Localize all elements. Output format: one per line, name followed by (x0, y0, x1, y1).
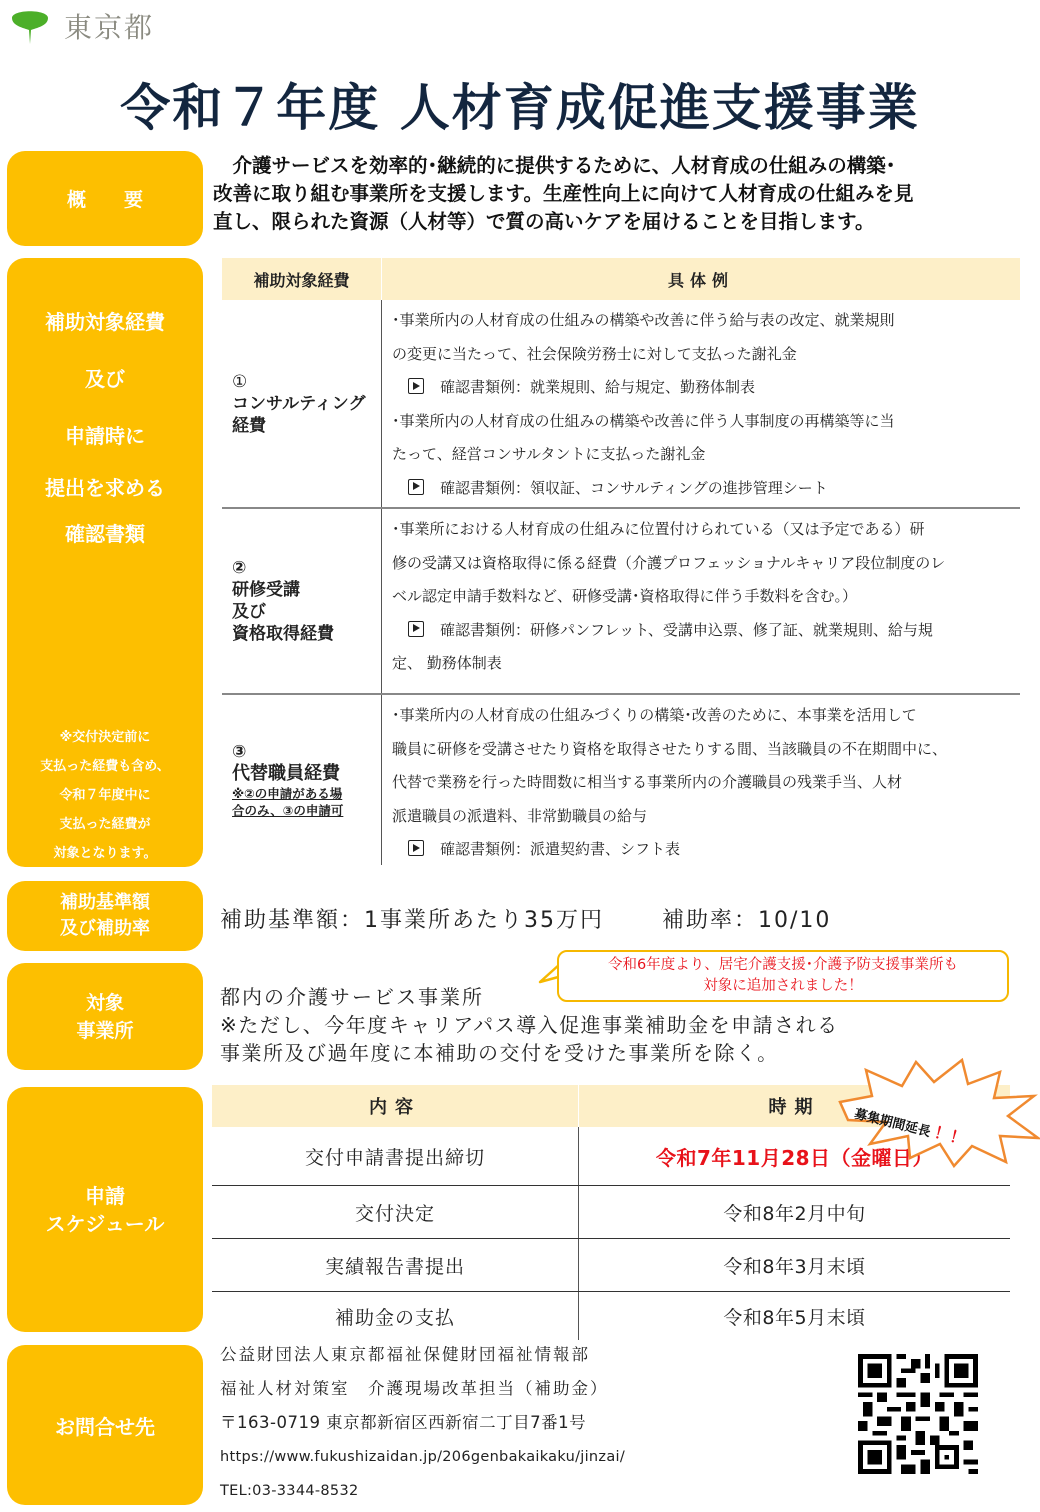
schedule-period: 令和8年5月末頃 (723, 1306, 866, 1329)
expense-details (382, 509, 1020, 693)
play-icon (408, 378, 424, 394)
doc-line (392, 371, 1020, 405)
target-label (7, 963, 203, 1070)
table-row (212, 1186, 1010, 1239)
update-callout (557, 950, 1009, 1002)
subsidy-label (7, 881, 203, 951)
contact-dept: 福祉人材対策室 介護現場改革担当（補助金） (220, 1379, 609, 1398)
header-content: 内容 (212, 1085, 579, 1127)
expense-name: コンサルティング (232, 393, 366, 414)
extension-text: 募集期間延長 (852, 1106, 933, 1141)
expenses-label-line: 確認書類 (65, 522, 145, 546)
subsidy-rate: 補助率：10/10 (662, 908, 832, 933)
schedule-label-line: 申請 (85, 1183, 125, 1208)
callout-line: 対象に追加されました！ (703, 978, 863, 994)
schedule-period: 令和8年3月末頃 (723, 1255, 866, 1278)
expense-name: 研修受講 (232, 580, 300, 600)
base-amount: 補助基準額：1事業所あたり35万円 (220, 908, 604, 933)
expenses-note (40, 723, 169, 868)
overview-line: 改善に取り組む事業所を支援します。生産性向上に向けて人材育成の仕組みを見 (213, 182, 914, 205)
schedule-item: 補助金の支払 (212, 1292, 579, 1340)
expense-name-cell (222, 509, 382, 693)
subsidy-amount (220, 903, 889, 934)
expense-name: 資格取得経費 (232, 624, 334, 644)
contact-org: 公益財団法人東京都福祉保健財団福祉情報部 (220, 1345, 590, 1364)
extension-exclaim: ！！ (932, 1122, 968, 1149)
schedule-deadline: 令和7年11月28日（金曜日） (655, 1145, 934, 1170)
target-label-line: 対象 (85, 991, 124, 1014)
expense-note: ※②の申請がある場 (232, 786, 343, 801)
detail-line: ･事業所内の人材育成の仕組みの構築や改善に伴う給与表の改定、就業規則 (392, 311, 895, 329)
target-label-line: 事業所 (76, 1019, 134, 1042)
detail-line: たって、経営コンサルタントに支払った謝礼金 (392, 445, 706, 463)
table-row (222, 300, 1020, 509)
expense-number: ② (232, 558, 247, 578)
overview-label-text: 概 要 (66, 189, 143, 211)
overview-text (213, 152, 1033, 236)
target-line: ※ただし、今年度キャリアパス導入促進事業補助金を申請される (220, 1013, 839, 1037)
expenses-label-line: 申請時に (65, 424, 145, 448)
expense-details (382, 695, 1020, 865)
expense-number: ① (232, 371, 248, 392)
note-line: 支払った経費が (59, 817, 151, 832)
doc-line (392, 614, 1020, 648)
doc-line (392, 833, 1020, 867)
contact-url-link[interactable]: https://www.fukushizaidan.jp/206genbakaikaku/jinzai/ (220, 1449, 626, 1465)
detail-line: ･事業所内の人材育成の仕組みの構築や改善に伴う人事制度の再構築等に当 (392, 411, 895, 430)
expense-name-cell (222, 300, 382, 507)
schedule-label-line: スケジュール (45, 1211, 165, 1236)
note-line: ※交付決定前に (59, 730, 151, 745)
tokyo-logo (10, 6, 154, 46)
table-header (222, 258, 1020, 300)
overview-label (7, 151, 203, 246)
callout-line: 令和6年度より、居宅介護支援･介護予防支援事業所も (608, 957, 958, 973)
expense-name: 経費 (232, 415, 266, 436)
doc-text: 確認書類例：研修パンフレット、受講申込票、修了証、就業規則、給与規 (440, 620, 933, 639)
expense-name-cell (222, 695, 382, 865)
overview-line: 介護サービスを効率的･継続的に提供するために、人材育成の仕組みの構築･ (213, 154, 896, 177)
schedule-label (7, 1087, 203, 1332)
detail-line: 修の受講又は資格取得に係る経費（介護プロフェッショナルキャリア段位制度のレ (392, 553, 946, 572)
detail-line: 職員に研修を受講させたり資格を取得させたりする間、当該職員の不在期間中に、 (392, 739, 948, 758)
detail-line: 定、 勤務体制表 (392, 654, 502, 672)
note-line: 支払った経費も含め、 (40, 759, 170, 774)
expense-name: 及び (232, 602, 266, 622)
play-icon (408, 840, 424, 856)
schedule-item: 交付決定 (212, 1186, 579, 1238)
doc-text: 確認書類例：派遣契約書、シフト表 (440, 840, 681, 858)
play-icon (408, 621, 424, 637)
expense-number: ③ (232, 742, 247, 762)
doc-line (392, 472, 1020, 506)
org-name: 東京都 (64, 11, 155, 44)
detail-line: 派遣職員の派遣料、非常勤職員の給与 (392, 806, 648, 825)
table-row (212, 1239, 1010, 1292)
expenses-label-line: 提出を求める (45, 476, 165, 500)
detail-line: の変更に当たって、社会保険労務士に対して支払った謝礼金 (392, 344, 797, 363)
expenses-label-line: 及び (85, 367, 125, 391)
expenses-label-line: 補助対象経費 (45, 310, 165, 334)
header-period: 時期 (768, 1097, 821, 1118)
note-line: 令和７年度中に (59, 788, 151, 803)
expense-details (382, 300, 1020, 507)
ginkgo-leaf-icon (10, 6, 50, 46)
page-title: 令和７年度 人材育成促進支援事業 (120, 79, 920, 137)
overview-line: 直し、限られた資源（人材等）で質の高いケアを届けることを目指します。 (213, 210, 875, 233)
target-line: 都内の介護サービス事業所 (220, 985, 484, 1009)
schedule-period: 令和8年2月中旬 (723, 1202, 866, 1225)
contact-label (7, 1345, 203, 1505)
expenses-table (222, 258, 1020, 865)
expenses-label (7, 258, 203, 867)
expense-name: 代替職員経費 (232, 763, 340, 784)
play-icon (408, 479, 424, 495)
header-examples: 具体例 (667, 270, 734, 290)
contact-label-text: お問合せ先 (55, 1414, 155, 1439)
subsidy-label-line: 及び補助率 (60, 918, 150, 939)
detail-line: ･事業所内の人材育成の仕組みづくりの構築･改善のために、本事業を活用して (392, 706, 917, 724)
detail-line: ･事業所における人材育成の仕組みに位置付けられている（又は予定である）研 (392, 520, 925, 538)
header-expense-type: 補助対象経費 (222, 258, 382, 300)
doc-text: 確認書類例：就業規則、給与規定、勤務体制表 (440, 378, 756, 396)
table-row (222, 509, 1020, 695)
doc-text: 確認書類例：領収証、コンサルティングの進捗管理シート (440, 478, 828, 497)
schedule-item: 実績報告書提出 (212, 1239, 579, 1291)
target-line: 事業所及び過年度に本補助の交付を受けた事業所を除く。 (220, 1041, 779, 1065)
table-row (212, 1292, 1010, 1340)
contact-tel: TEL:03-3344-8532 (220, 1483, 359, 1499)
qr-code-icon[interactable] (858, 1354, 978, 1474)
detail-line: ベル認定申請手数料など、研修受講･資格取得に伴う手数料を含む。） (392, 587, 858, 605)
table-row (222, 695, 1020, 865)
contact-address: 〒163-0719 東京都新宿区西新宿二丁目7番1号 (220, 1413, 587, 1432)
subsidy-label-line: 補助基準額 (60, 892, 150, 913)
note-line: 対象となります。 (53, 846, 157, 861)
contact-info (220, 1338, 625, 1508)
schedule-item: 交付申請書提出締切 (212, 1127, 579, 1185)
detail-line: 代替で業務を行った時間数に相当する事業所内の介護職員の残業手当、人材 (392, 773, 903, 791)
expense-note: 合のみ、③の申請可 (232, 803, 344, 818)
